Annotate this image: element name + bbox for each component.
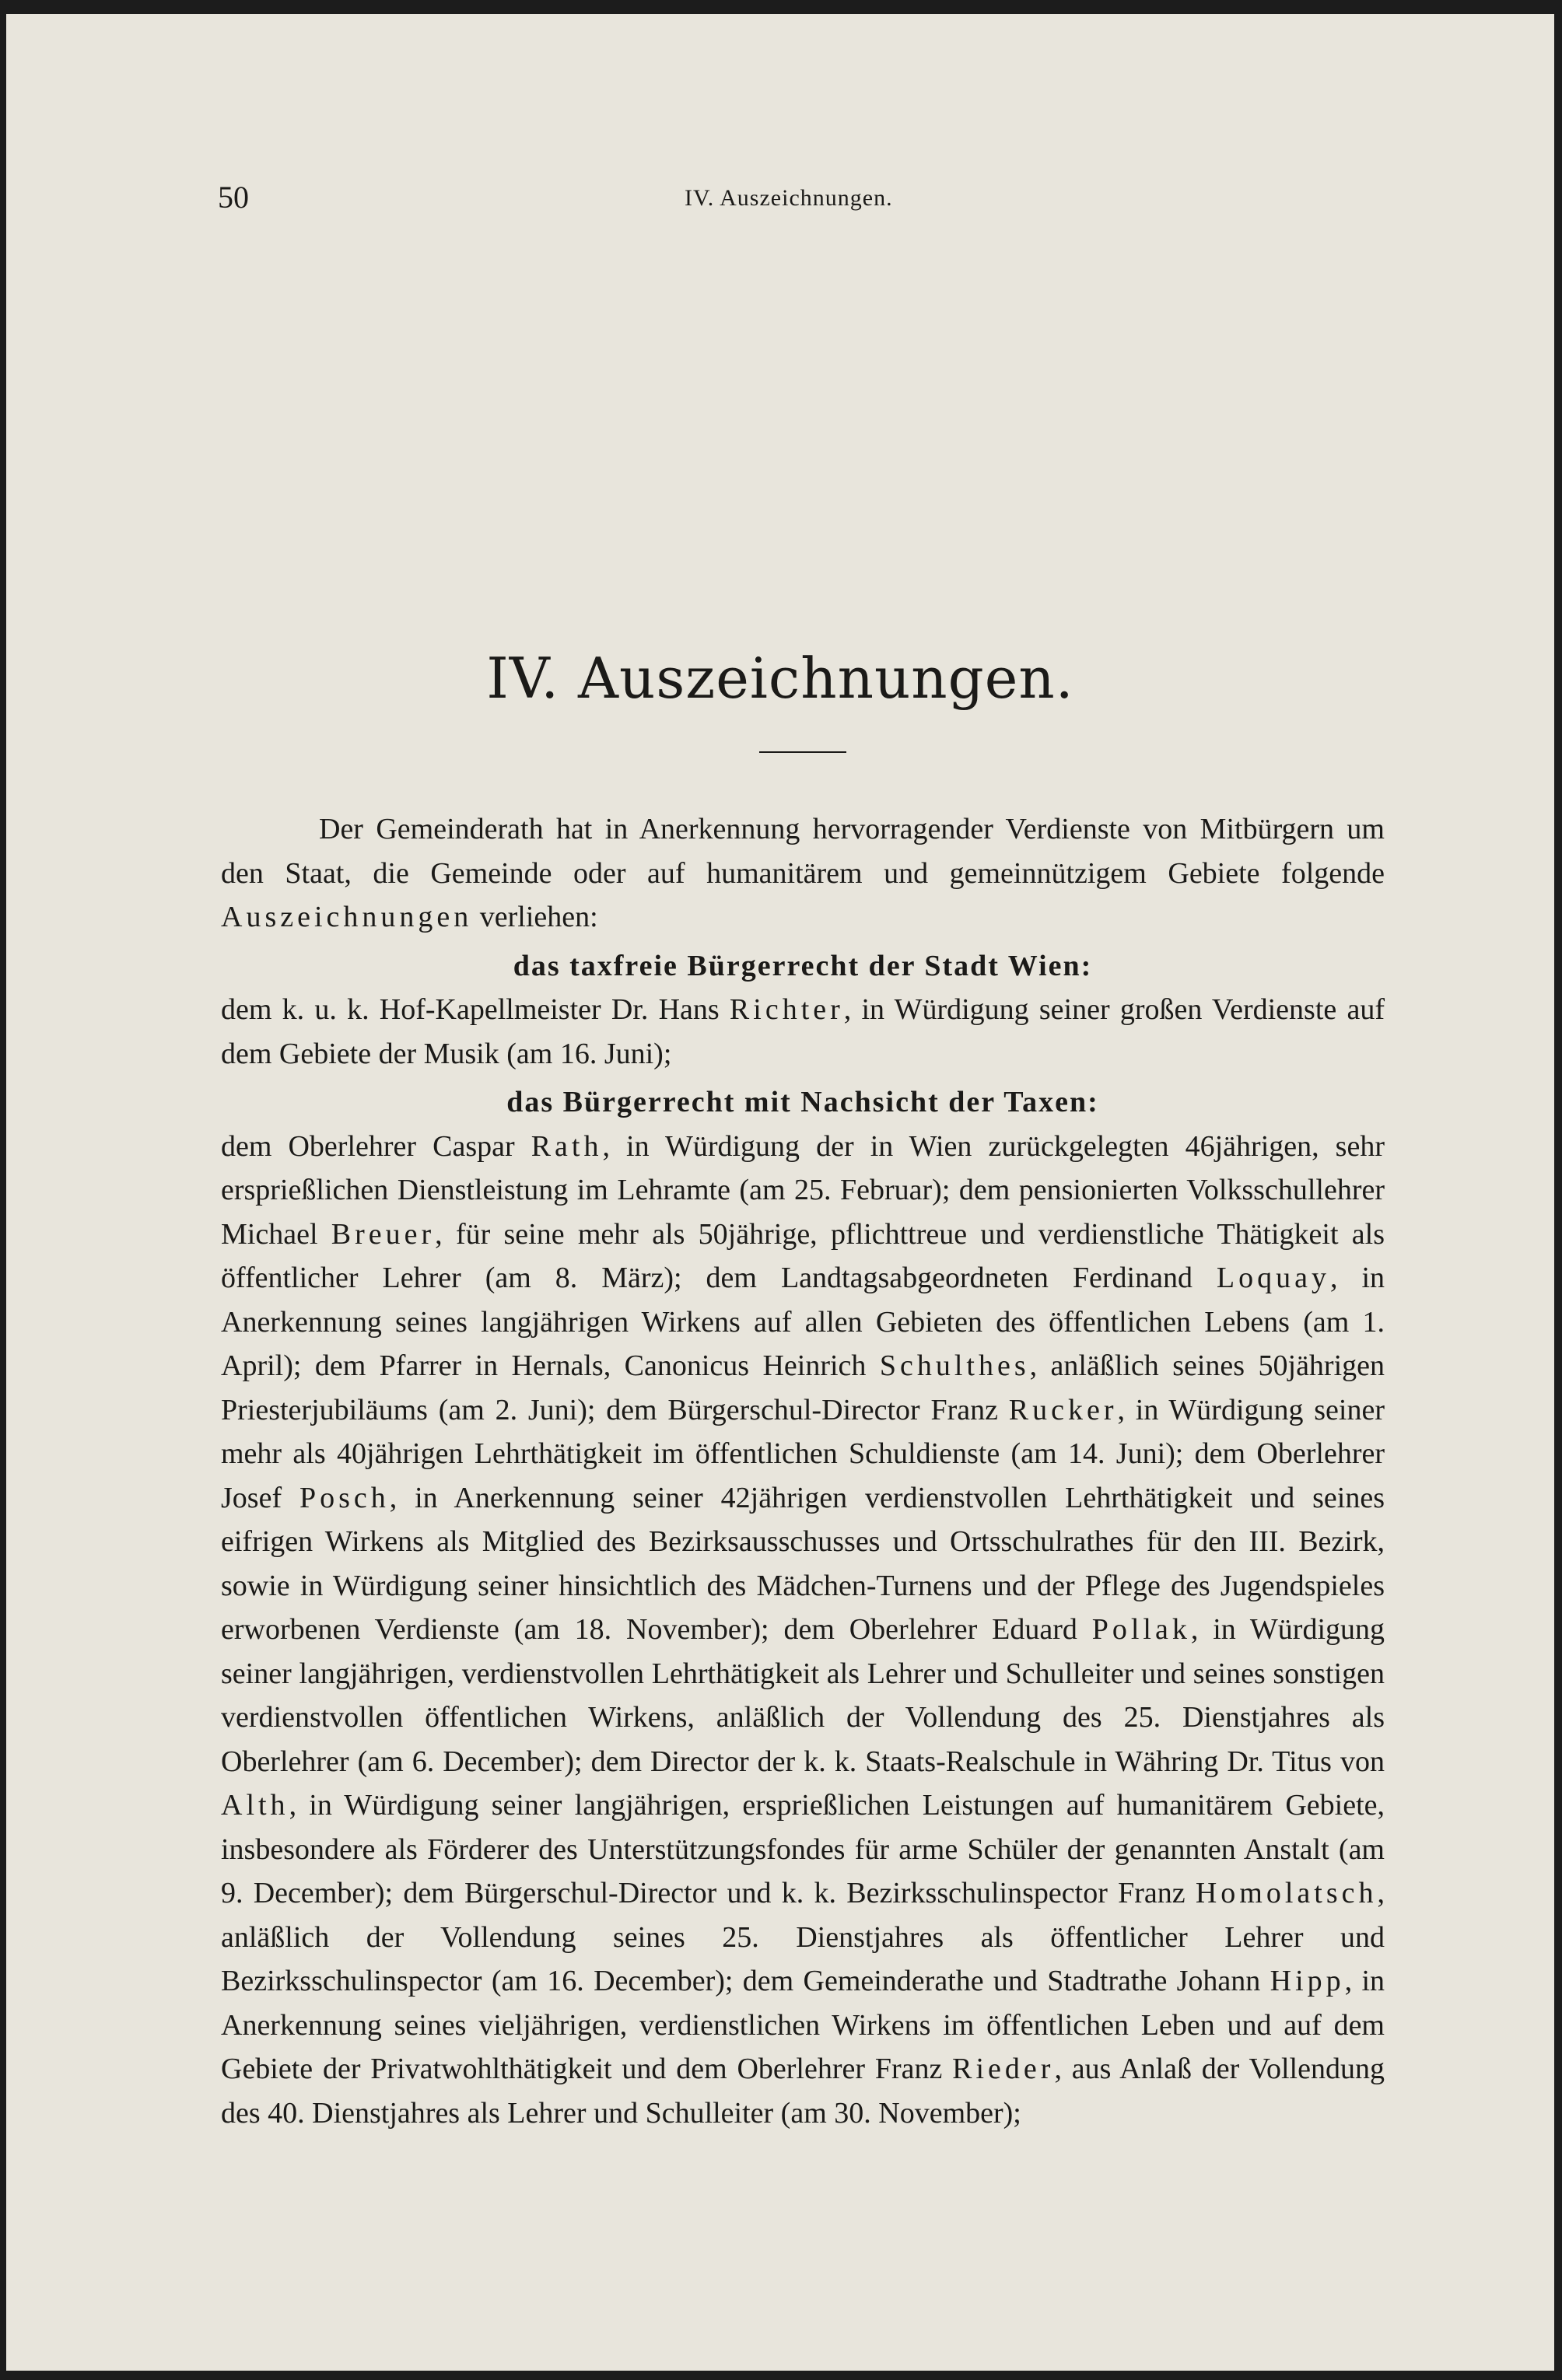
text-run: dem k. u. k. Hof-Kapellmeister Dr. Hans [221, 993, 730, 1026]
section-2-paragraph [221, 1125, 1385, 2136]
section-heading-citizenship-waived-fees: das Bürgerrecht mit Nachsicht der Taxen: [506, 1086, 1099, 1118]
text-run: , aus Anlaß der Vollendung des 40. Dienstjahres als Lehrer und Schulleiter (am 30. November); [221, 2053, 1385, 2130]
text-run: , in Würdigung der in Wien zurückgelegten 46jährigen, sehr ersprießlichen Dienstleistung im Lehramte (am 25. Februar); dem pensionierten Volksschullehrer Michael [221, 1129, 1385, 1251]
person-name: Homolatsch [1195, 1877, 1378, 1909]
running-header [218, 179, 1399, 226]
page-number: 50 [218, 180, 249, 215]
person-name: Hipp [1270, 1965, 1345, 1997]
text-run: , in Würdigung seiner langjährigen, verdienstvollen Lehrthätigkeit als Lehrer und Schulleiter und seines sonstigen verdienstvollen öffentlichen Wirkens, anläßlich der Vollendung des 25. Dienstjahres als Oberlehrer (am 6. December); dem Director der k. k. Staats-Realschule in Währing Dr. Titus von [221, 1613, 1385, 1778]
text-run: , in Anerkennung seines langjährigen Wirkens auf allen Gebieten des öffentlichen Lebens (am 1. April); dem Pfarrer in Hernals, Canonicus Heinrich [221, 1262, 1385, 1382]
document-page [6, 14, 1554, 2371]
section-heading-taxfree-citizenship: das taxfreie Bürgerrecht der Stadt Wien: [513, 949, 1093, 982]
text-run: , in Anerkennung seines vieljährigen, verdienstlichen Wirkens im öffentlichen Leben und auf dem Gebiete der Privatwohlthätigkeit und dem Oberlehrer Franz [221, 1965, 1385, 2085]
body-text [221, 807, 1385, 2135]
person-name: Schulthes [879, 1349, 1030, 1382]
person-name: Rath [531, 1129, 603, 1163]
intro-text-end: verliehen: [472, 901, 598, 933]
intro-paragraph [221, 807, 1385, 940]
text-run: dem Oberlehrer Caspar [221, 1129, 531, 1163]
text-run: , in Anerkennung seiner 42jährigen verdienstvollen Lehrthätigkeit und seines eifrigen Wirkens als Mitglied des Bezirksausschusses und Ortsschulrathes für den III. Bezirk, sowie in Würdigung seiner hinsichtlich des Mädchen-Turnens und der Pflege des Jugendspieles erworbenen Verdienste (am 18. November); dem Oberlehrer Eduard [221, 1481, 1385, 1646]
person-name: Rieder [952, 2053, 1055, 2085]
chapter-title: IV. Auszeichnungen. [486, 646, 1074, 711]
person-name: Alth [221, 1789, 289, 1822]
person-name: Breuer [331, 1217, 436, 1251]
person-name: Posch [299, 1481, 390, 1514]
text-run: , für seine mehr als 50jährige, pflichttreue und verdienstliche Thätigkeit als öffentlicher Lehrer (am 8. März); dem Landtagsabgeordneten Ferdinand [221, 1217, 1385, 1294]
person-name: Loquay [1216, 1262, 1330, 1294]
text-run: , in Würdigung seiner mehr als 40jährigen Lehrthätigkeit im öffentlichen Schuldienste (am 14. Juni); dem Oberlehrer Josef [221, 1393, 1385, 1514]
running-title: IV. Auszeichnungen. [685, 185, 893, 211]
person-name: Richter [729, 993, 844, 1026]
person-name: Pollak [1091, 1613, 1191, 1646]
person-name: Rucker [1008, 1393, 1118, 1426]
text-run: , in Würdigung seiner langjährigen, ersprießlichen Leistungen auf humanitärem Gebiete, insbesondere als Förderer des Unterstützungsfondes für arme Schüler der genannten Anstalt (am 9. December); dem Bürgerschul-Director und k. k. Bezirksschulinspector Franz [221, 1789, 1385, 1909]
intro-spaced-word: Auszeichnungen [221, 901, 473, 933]
title-divider [759, 751, 846, 753]
section-1-paragraph [221, 988, 1385, 1076]
text-run: , anläßlich der Vollendung seines 25. Dienstjahres als öffentlicher Lehrer und Bezirksschulinspector (am 16. December); dem Gemeinderathe und Stadtrathe Johann [221, 1877, 1385, 1997]
text-run: , in Würdigung seiner großen Verdienste auf dem Gebiete der Musik (am 16. Juni); [221, 993, 1385, 1070]
intro-text: Der Gemeinderath hat in Anerkennung hervorragender Verdienste von Mitbürgern um den Staat, die Gemeinde oder auf humanitärem und gemeinnützigem Gebiete folgende [221, 813, 1385, 890]
text-run: , anläßlich seines 50jährigen Priesterjubiläums (am 2. Juni); dem Bürgerschul-Director Franz [221, 1349, 1385, 1426]
